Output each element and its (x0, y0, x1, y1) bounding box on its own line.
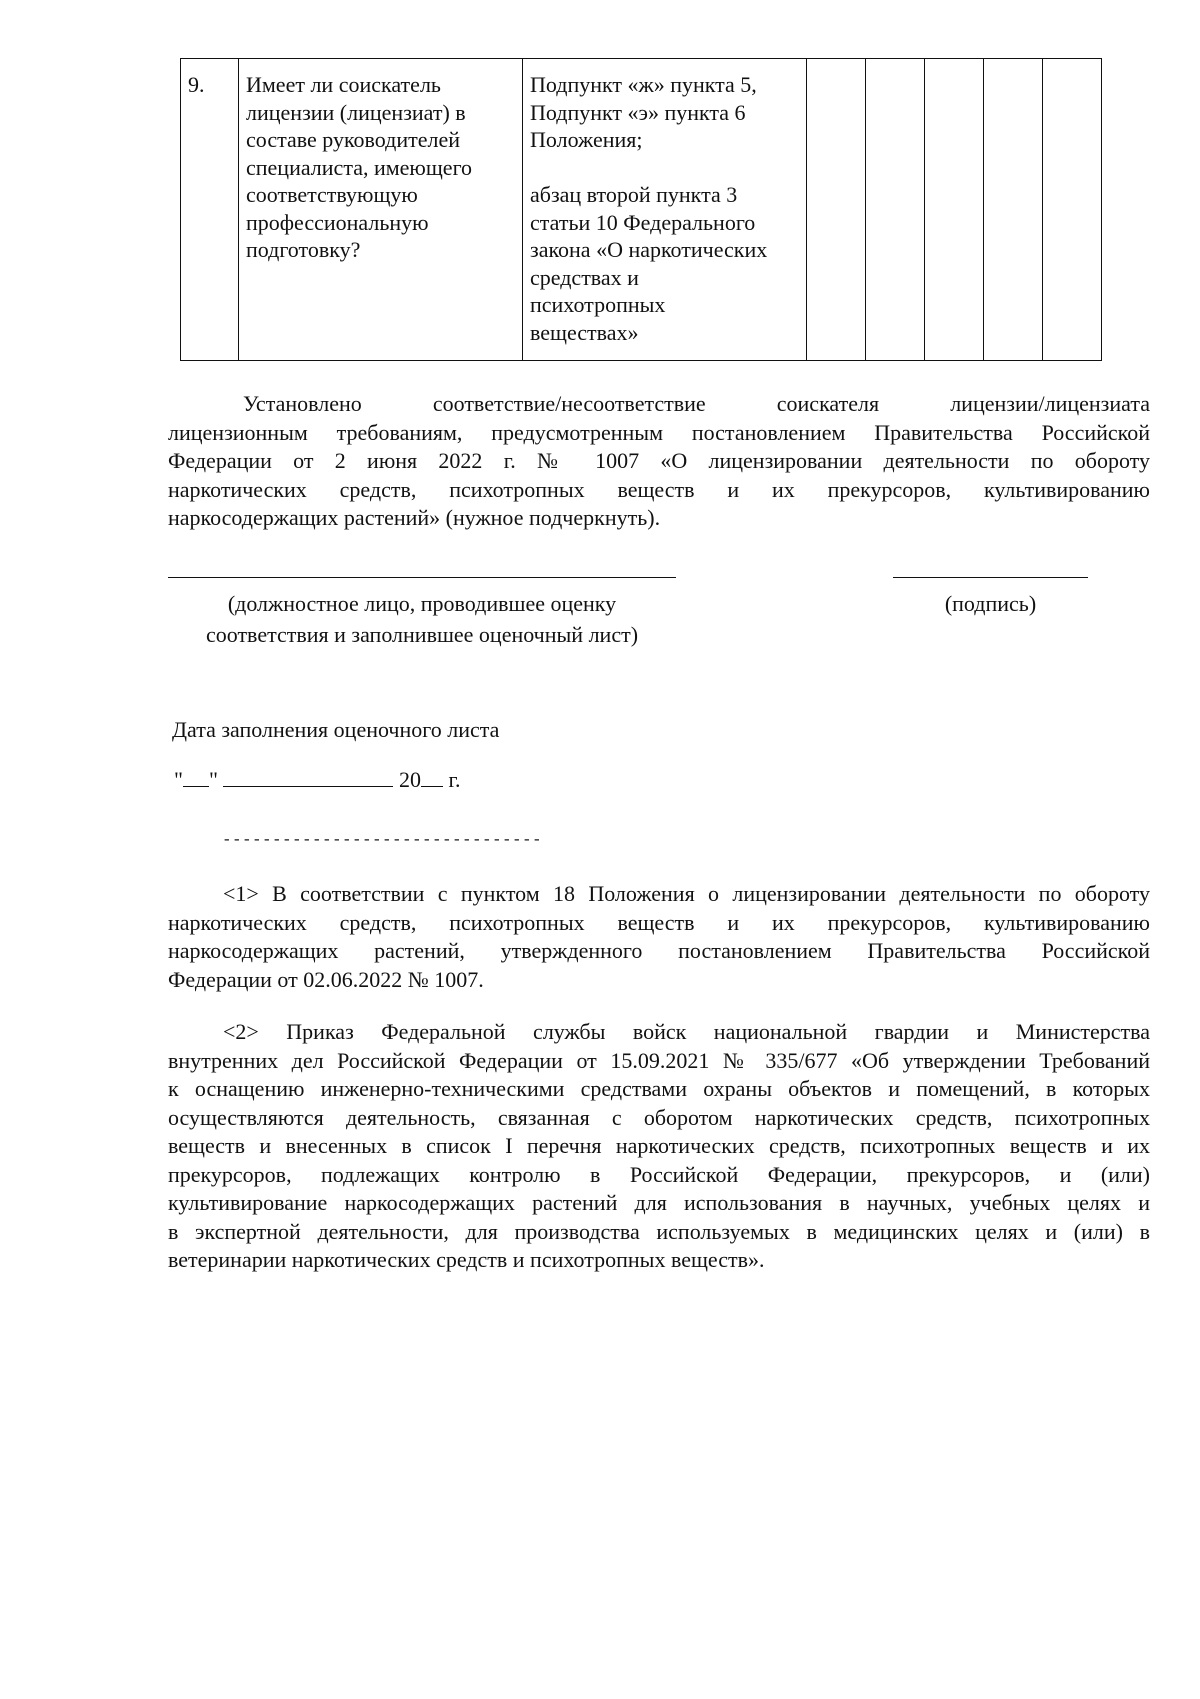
signature-caption: (подпись) (944, 591, 1037, 616)
question-line: подготовку? (246, 237, 361, 262)
date-label: Дата заполнения оценочного листа (172, 717, 500, 742)
footnote-line: веществ и внесенных в список I перечня наркотических средств, психотропных веществ и их (168, 1133, 1150, 1158)
row-number: 9. (188, 72, 205, 97)
date-day-blank (183, 766, 209, 787)
conclusion-line: лицензионным требованиям, предусмотренным постановлением Правительства Российской (168, 419, 1150, 445)
conclusion-line: наркосодержащих растений» (нужное подчеркнуть). (168, 505, 661, 530)
official-caption-line: (должностное лицо, проводившее оценку (227, 591, 617, 616)
date-month-blank (223, 766, 393, 787)
question-cell (239, 59, 523, 361)
footnote-line: внутренних дел Российской Федерации от 15.09.2021 № 335/677 «Об утверждении Требований (168, 1047, 1150, 1073)
reference-cell (523, 59, 807, 361)
table-row (181, 59, 1102, 361)
footnote-line: <2> Приказ Федеральной службы войск национальной гвардии и Министерства (223, 1019, 1150, 1044)
official-caption (168, 588, 676, 650)
question-line: лицензии (лицензиат) в (246, 99, 466, 125)
empty-cell (984, 59, 1043, 361)
conclusion-line: наркотических средств, психотропных веществ и их прекурсоров, культивированию (168, 476, 1150, 502)
reference-line: Подпункт «э» пункта 6 (530, 99, 746, 125)
footnote-line: к оснащению инженерно-техническими средствами охраны объектов и помещений, в которых (168, 1076, 1150, 1101)
question-line: Имеет ли соискатель (246, 72, 441, 97)
date-year-prefix: 20 (398, 767, 421, 792)
footnote-2 (168, 1018, 1150, 1275)
footnote-line: в экспертной деятельности, для производства используемых в медицинских целях и (или) в (168, 1218, 1150, 1244)
question-line: соответствующую (246, 182, 418, 207)
footnote-line: культивирование наркосодержащих растений для использования в научных, учебных целях и (168, 1190, 1150, 1215)
date-fill-line (174, 766, 461, 794)
date-quote-close: " (208, 767, 218, 792)
conclusion-line: Федерации от 2 июня 2022 г. № 1007 «О лицензировании деятельности по обороту (168, 448, 1150, 473)
question-line: профессиональную (246, 209, 429, 235)
reference-gap (530, 154, 800, 182)
signature-line (893, 577, 1088, 578)
reference-line: веществах» (530, 319, 639, 345)
assessment-table (180, 58, 1102, 361)
reference-line: Положения; (530, 127, 643, 152)
footnote-line: <1> В соответствии с пунктом 18 Положения о лицензировании деятельности по обороту (223, 881, 1150, 906)
empty-cell (925, 59, 984, 361)
question-line: специалиста, имеющего (246, 154, 473, 180)
official-caption-line: соответствия и заполнившее оценочный лист) (205, 622, 639, 647)
footnote-line: Федерации от 02.06.2022 № 1007. (168, 966, 484, 992)
footnote-line: наркотических средств, психотропных веществ и их прекурсоров, культивированию (168, 909, 1150, 935)
conclusion-paragraph (168, 390, 1150, 533)
footnote-line: прекурсоров, подлежащих контролю в Российской Федерации, прекурсоров, и (или) (168, 1161, 1150, 1187)
empty-cell (1043, 59, 1102, 361)
reference-line: средствах и (530, 264, 639, 290)
footnote-separator: -------------------------------- (222, 831, 543, 849)
reference-line: закона «О наркотических (530, 237, 768, 262)
empty-cell (866, 59, 925, 361)
footnote-line: наркосодержащих растений, утвержденного постановлением Правительства Российской (168, 938, 1150, 963)
empty-cell (807, 59, 866, 361)
date-quote-open: " (174, 767, 183, 792)
footnote-1 (168, 880, 1150, 994)
question-line: составе руководителей (246, 127, 460, 152)
reference-line: психотропных (530, 292, 666, 317)
reference-line: Подпункт «ж» пункта 5, (530, 72, 757, 97)
date-year-suffix: г. (448, 767, 461, 792)
reference-line: статьи 10 Федерального (530, 209, 756, 235)
conclusion-line: Установлено соответствие/несоответствие соискателя лицензии/лицензиата (243, 391, 1150, 416)
reference-line: абзац второй пункта 3 (530, 182, 738, 207)
date-year-blank (421, 766, 443, 787)
footnote-line: осуществляются деятельность, связанная с оборотом наркотических средств, психотропных (168, 1104, 1150, 1130)
row-number-cell (181, 59, 239, 361)
footnote-line: ветеринарии наркотических средств и психотропных веществ». (168, 1247, 765, 1272)
official-signature-line (168, 577, 676, 578)
